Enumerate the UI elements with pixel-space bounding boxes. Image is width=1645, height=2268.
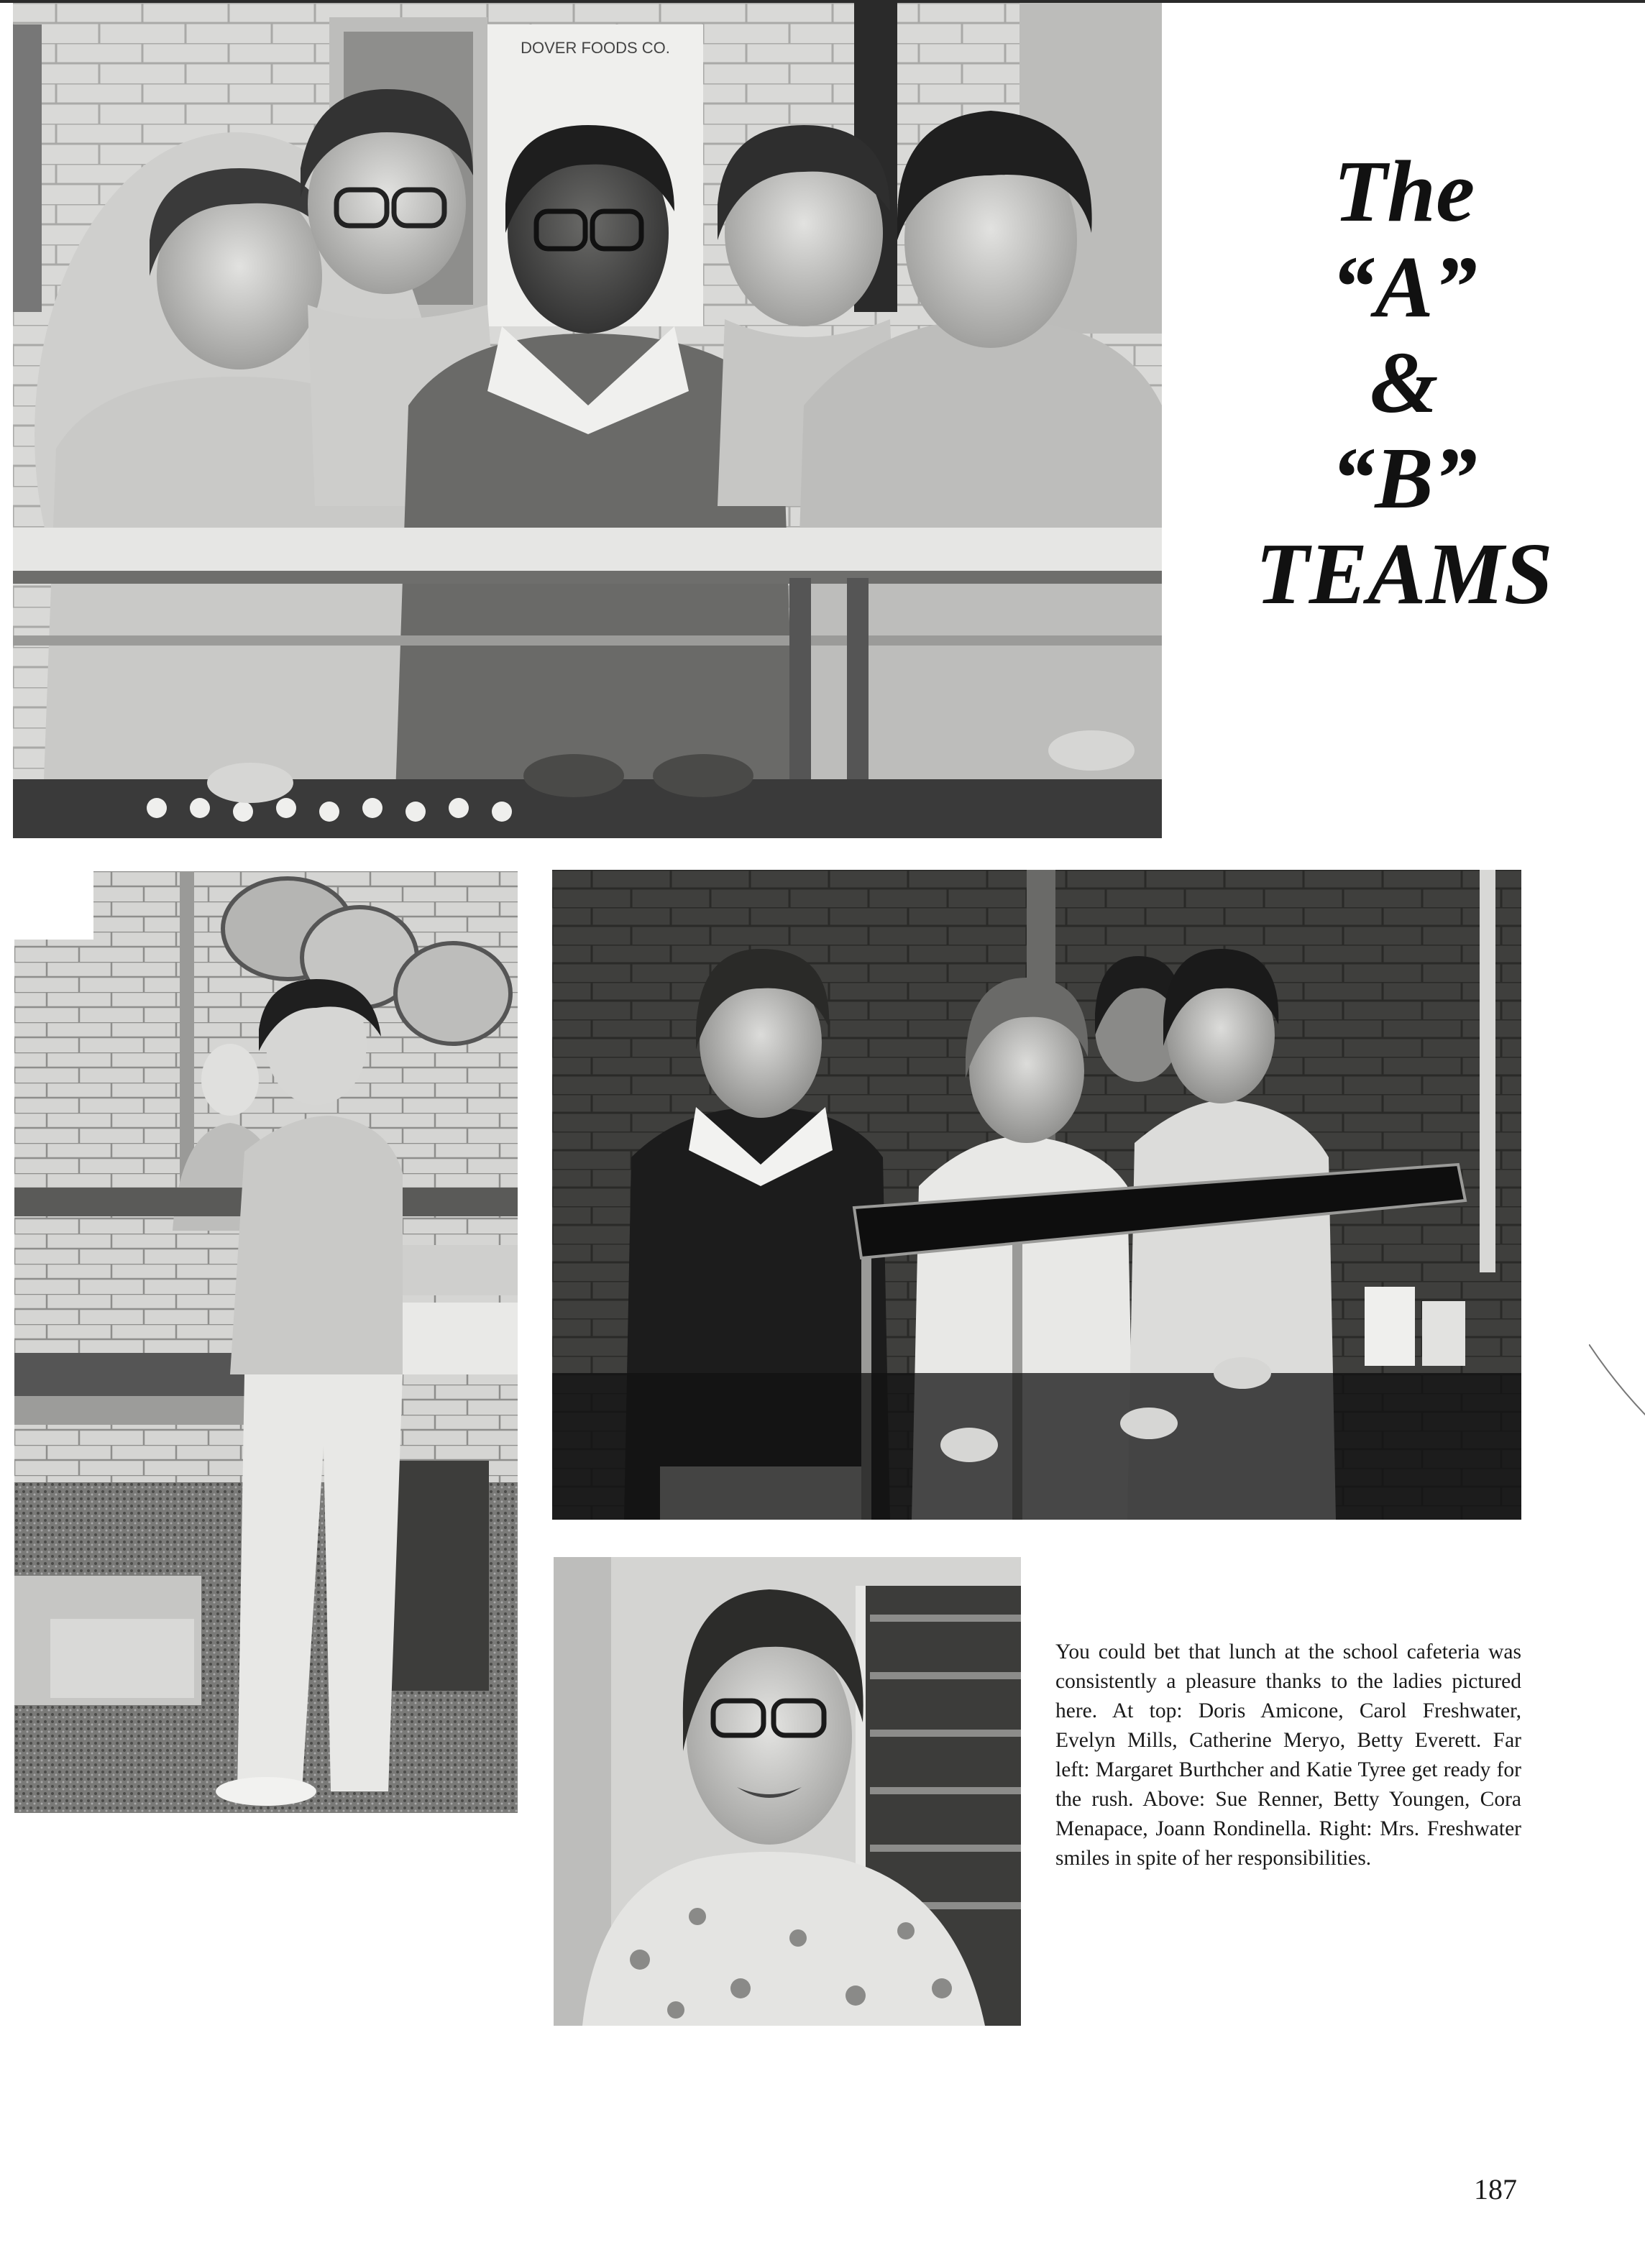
title-line-teams: TEAMS — [1255, 525, 1553, 623]
title-line-b: “B” — [1331, 430, 1477, 527]
title-line-a: “A” — [1331, 239, 1477, 336]
dover-foods-sign: DOVER FOODS CO. — [521, 39, 670, 57]
page-number: 187 — [1474, 2173, 1517, 2205]
title-line-the: The — [1333, 143, 1475, 240]
page-title — [1163, 144, 1645, 622]
page-edge-mark — [1589, 1344, 1645, 1423]
photo-caption: You could bet that lunch at the school cafeteria was consistently a pleasure thanks to the ladies pictured here. At top: Doris Amicone, Carol Freshwater, Evelyn Mills, Catherine Meryo, Betty Everett. Far left: Margaret Burthcher and Katie Tyree get ready for the rush. Above: Sue Renner, Betty Youngen, Cora Menapace, Joann Rondinella. Right: Mrs. Freshwater smiles in spite of her responsibilities. — [1055, 1640, 1521, 1870]
photo-portrait-freshwater — [554, 1557, 1021, 2026]
title-line-ampersand: & — [1370, 334, 1439, 431]
photo-top-group — [13, 3, 1162, 838]
photo-kitchen-prep — [14, 871, 518, 1813]
photo-serving-line — [552, 870, 1521, 1520]
